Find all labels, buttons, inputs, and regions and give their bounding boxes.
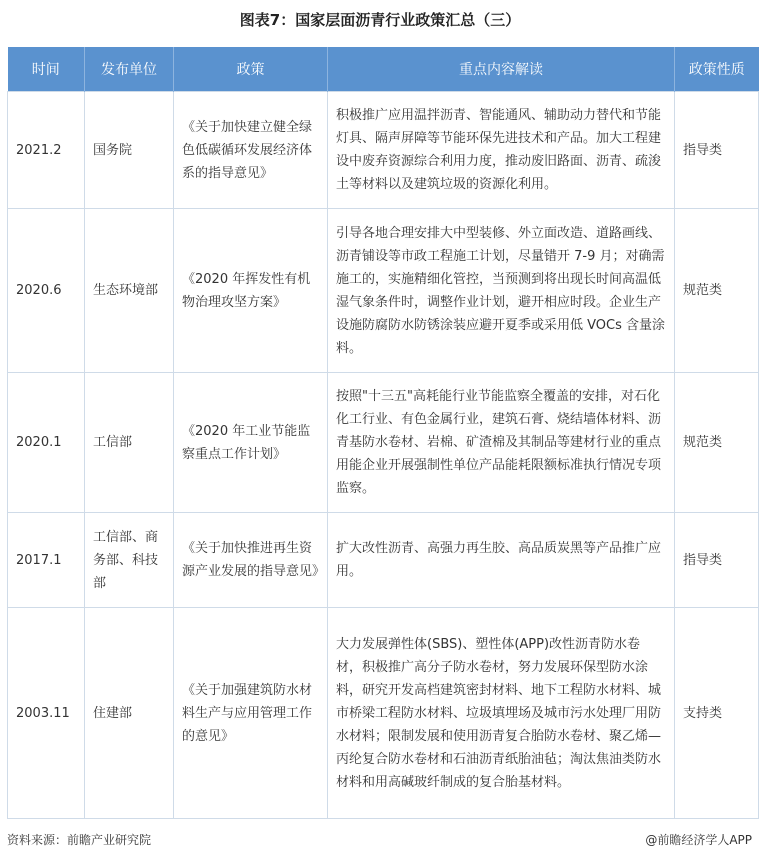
cell-time: 2017.1	[8, 513, 85, 608]
cell-unit: 住建部	[85, 608, 174, 819]
cell-unit: 工信部	[85, 373, 174, 513]
cell-unit: 国务院	[85, 92, 174, 209]
cell-nature: 指导类	[675, 92, 759, 209]
cell-policy: 《关于加强建筑防水材料生产与应用管理工作的意见》	[174, 608, 328, 819]
cell-content: 引导各地合理安排大中型装修、外立面改造、道路画线、沥青铺设等市政工程施工计划，尽量错开 7-9 月；对确需施工的，实施精细化管控，当预测到将出现长时间高温低湿气象条件时，调整作业计划，避开相应时段。企业生产设施防腐防水防锈涂装应避开夏季或采用低 VOCs 含量涂料。	[328, 209, 675, 373]
cell-nature: 规范类	[675, 209, 759, 373]
cell-policy: 《2020 年挥发性有机物治理攻坚方案》	[174, 209, 328, 373]
cell-nature: 规范类	[675, 373, 759, 513]
cell-content: 大力发展弹性体(SBS)、塑性体(APP)改性沥青防水卷材，积极推广高分子防水卷材，努力发展环保型防水涂料，研究开发高档建筑密封材料、地下工程防水材料、城市桥梁工程防水材料、垃圾填埋场及城市污水处理厂用防水材料；限制发展和使用沥青复合胎防水卷材、聚乙烯—丙纶复合防水卷材和石油沥青纸胎油毡；淘汰焦油类防水材料和用高碱玻纤制成的复合胎基材料。	[328, 608, 675, 819]
cell-time: 2020.6	[8, 209, 85, 373]
cell-content: 积极推广应用温拌沥青、智能通风、辅助动力替代和节能灯具、隔声屏障等节能环保先进技术和产品。加大工程建设中废弃资源综合利用力度，推动废旧路面、沥青、疏浚土等材料以及建筑垃圾的资源化利用。	[328, 92, 675, 209]
cell-content: 扩大改性沥青、高强力再生胶、高品质炭黑等产品推广应用。	[328, 513, 675, 608]
cell-unit: 生态环境部	[85, 209, 174, 373]
source-note: 资料来源：前瞻产业研究院	[7, 833, 152, 847]
header-unit: 发布单位	[85, 47, 174, 92]
cell-unit: 工信部、商务部、科技部	[85, 513, 174, 608]
header-content: 重点内容解读	[328, 47, 675, 92]
cell-nature: 支持类	[675, 608, 759, 819]
policy-table	[7, 47, 759, 819]
table-row	[8, 608, 759, 819]
cell-nature: 指导类	[675, 513, 759, 608]
table-row	[8, 92, 759, 209]
cell-time: 2003.11	[8, 608, 85, 819]
table-row	[8, 373, 759, 513]
cell-policy: 《关于加快推进再生资源产业发展的指导意见》	[174, 513, 328, 608]
header-nature: 政策性质	[675, 47, 759, 92]
cell-time: 2021.2	[8, 92, 85, 209]
cell-policy: 《2020 年工业节能监察重点工作计划》	[174, 373, 328, 513]
cell-policy: 《关于加快建立健全绿色低碳循环发展经济体系的指导意见》	[174, 92, 328, 209]
table-header-row	[8, 47, 759, 92]
cell-time: 2020.1	[8, 373, 85, 513]
table-row	[8, 513, 759, 608]
cell-content: 按照"十三五"高耗能行业节能监察全覆盖的安排，对石化化工行业、有色金属行业，建筑石膏、烧结墙体材料、沥青基防水卷材、岩棉、矿渣棉及其制品等建材行业的重点用能企业开展强制性单位产品能耗限额标准执行情况专项监察。	[328, 373, 675, 513]
header-time: 时间	[8, 47, 85, 92]
brand-credit: @前瞻经济学人APP	[645, 833, 752, 847]
page-title: 图表7：国家层面沥青行业政策汇总（三）	[239, 11, 521, 29]
header-policy: 政策	[174, 47, 328, 92]
table-row	[8, 209, 759, 373]
